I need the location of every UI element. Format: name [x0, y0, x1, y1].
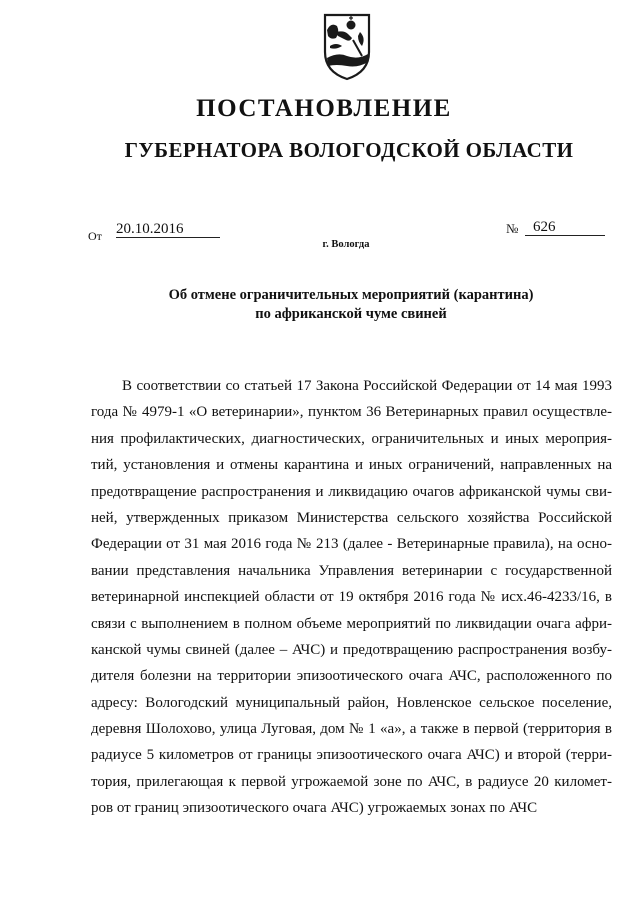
document-number: 626 [525, 219, 605, 236]
body-line: года № 4979-1 «О ветеринарии», пунктом 36 Ветеринарных правил осуществле- [91, 404, 612, 421]
body-line: ния профилактических, диагностических, ограничительных и иных мероприя- [91, 430, 612, 447]
body-line: Федерации от 31 мая 2016 года № 213 (далее - Ветеринарные правила), на осно- [91, 536, 612, 553]
body-line: ветеринарной инспекцией области от 19 октября 2016 года № исх.46-4233/16, в [91, 589, 612, 606]
document-subject-line-1: Об отмене ограничительных мероприятий (карантина) [168, 287, 534, 303]
body-line: деревня Шолохово, улица Луговая, дом № 1 «а», а также в первой (территория в [91, 721, 612, 738]
body-line: В соответствии со статьей 17 Закона Российской Федерации от 14 мая 1993 [122, 378, 612, 394]
body-line: адресу: Вологодский муниципальный район, Новленское сельское поселение, [91, 694, 612, 711]
body-line: ров от границ эпизоотического очага АЧС) угрожаемых зонах по АЧС [91, 800, 538, 817]
coat-of-arms-icon [322, 12, 372, 82]
body-line: тория, прилегающая к первой угрожаемой зоне по АЧС, в радиусе 20 километ- [91, 773, 612, 790]
number-prefix: № [506, 221, 519, 236]
document-date: 20.10.2016 [116, 221, 220, 238]
body-line: радиусе 5 километров от границы эпизоотического очага АЧС) и второй (терри- [91, 747, 612, 764]
body-line: тий, установления и отмены карантина и иных ограничений, направленных на [91, 457, 612, 474]
document-issuer: ГУБЕРНАТОРА ВОЛОГОДСКОЙ ОБЛАСТИ [124, 138, 574, 162]
body-line: дителя болезни на территории эпизоотического очага АЧС, расположенного по [91, 668, 612, 685]
body-line: ней, утвержденных приказом Министерства сельского хозяйства Российской [91, 509, 612, 526]
body-line: канской чумы свиней (далее – АЧС) и предотвращению распространения возбу- [91, 641, 612, 658]
document-subject-line-2: по африканской чуме свиней [255, 306, 447, 322]
body-line: предотвращение распространения и ликвидацию очагов африканской чумы сви- [91, 483, 612, 500]
document-body [91, 373, 612, 822]
body-line: связи с выполнением в полном объеме мероприятий по ликвидации очага афри- [91, 615, 612, 632]
document-city: г. Вологда [322, 239, 370, 250]
body-line: вании представления начальника Управления ветеринарии с государственной [91, 562, 612, 579]
date-prefix: От [88, 229, 102, 243]
document-title: ПОСТАНОВЛЕНИЕ [196, 95, 452, 122]
